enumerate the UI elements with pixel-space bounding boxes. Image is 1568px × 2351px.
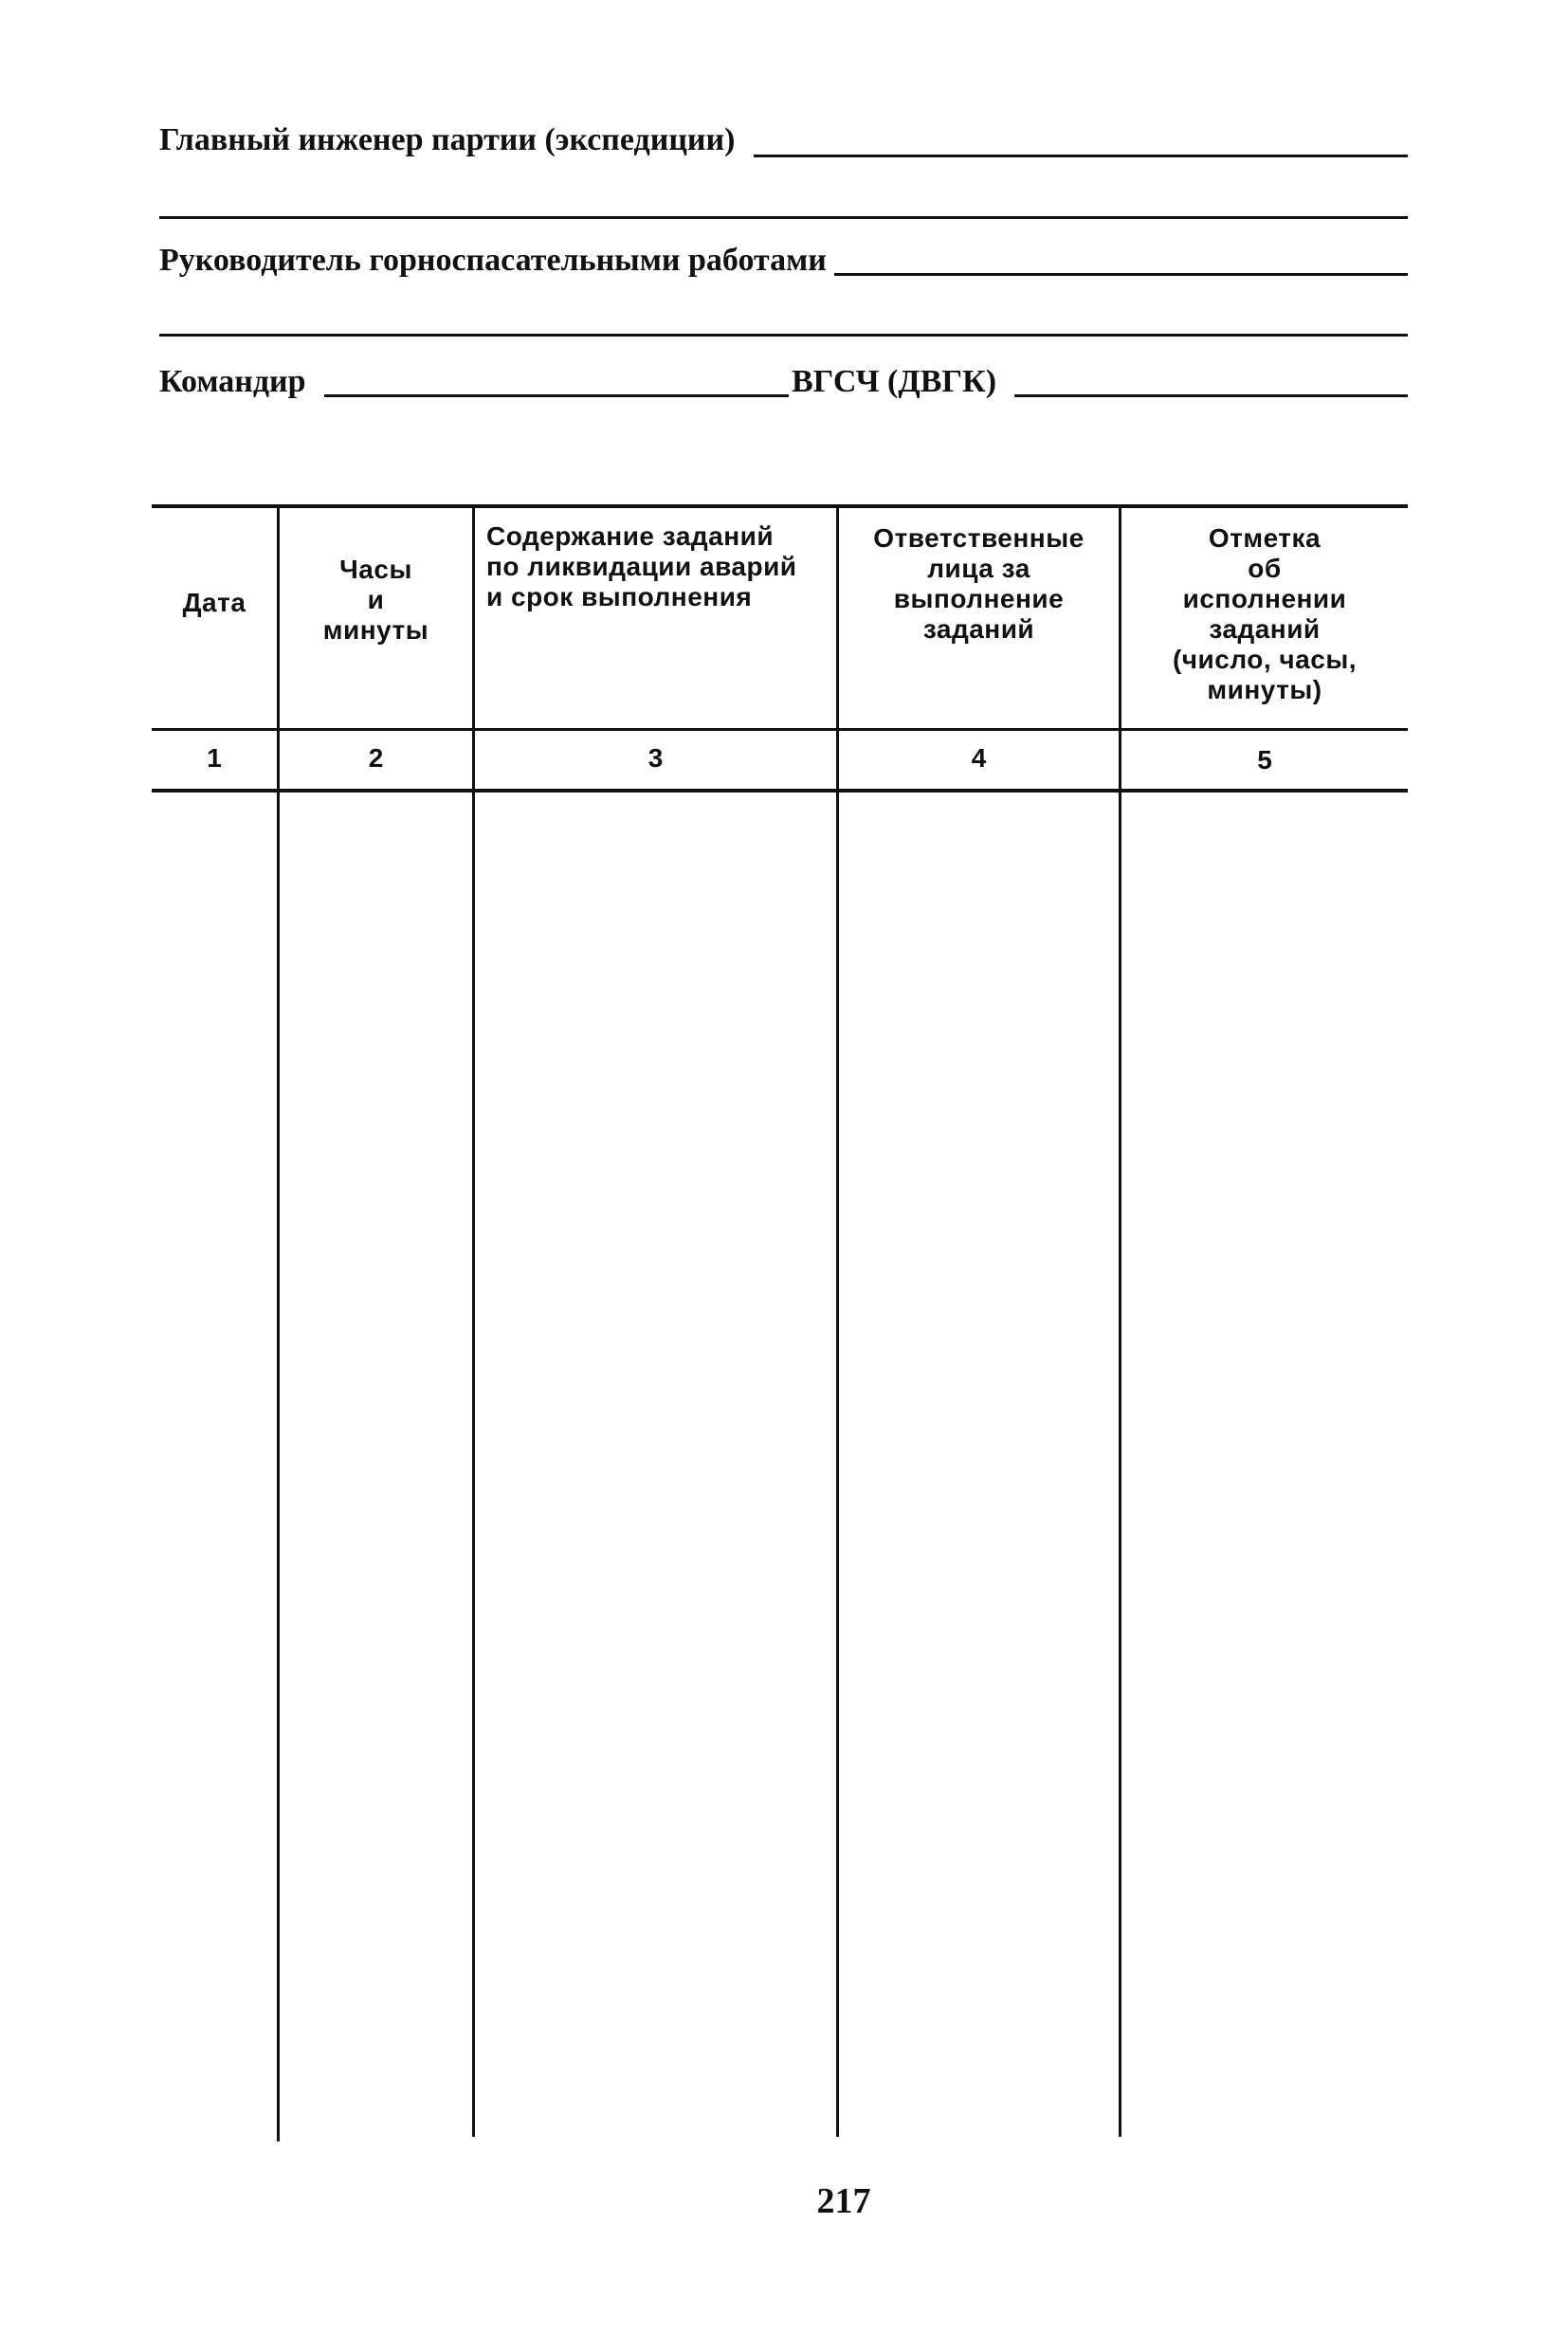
column-number-5: 5	[1257, 745, 1272, 775]
table-numbers-bottom-rule	[152, 789, 1408, 793]
column-number-2: 2	[368, 743, 384, 773]
unit-label: ВГСЧ (ДВГК)	[792, 364, 997, 399]
header-task-content: Содержание заданий по ликвидации аварий и срок выполнения	[486, 521, 797, 611]
header-hours-minutes: Часы и минуты	[322, 555, 429, 645]
header-responsible-persons: Ответственные лица за выполнение заданий	[873, 523, 1085, 644]
separator-rule-2	[159, 334, 1408, 337]
chief-engineer-label: Главный инженер партии (экспедиции)	[159, 122, 736, 157]
rescue-head-label: Руководитель горноспасательными работами	[159, 243, 827, 278]
commander-label: Командир	[159, 364, 306, 399]
table-header-bottom-rule	[152, 728, 1408, 731]
page-number: 217	[816, 2181, 871, 2221]
chief-engineer-signature-line	[754, 155, 1408, 157]
header-date: Дата	[182, 588, 246, 617]
column-number-1: 1	[207, 743, 222, 773]
header-completion-mark: Отметка об исполнении заданий (число, часы, минуты)	[1172, 523, 1358, 704]
unit-signature-line	[1014, 394, 1408, 397]
separator-rule-1	[159, 216, 1408, 219]
column-number-4: 4	[971, 743, 987, 773]
table-top-rule	[152, 504, 1408, 508]
column-number-3: 3	[647, 743, 664, 773]
commander-signature-line	[324, 394, 789, 397]
rescue-head-signature-line	[834, 273, 1408, 276]
